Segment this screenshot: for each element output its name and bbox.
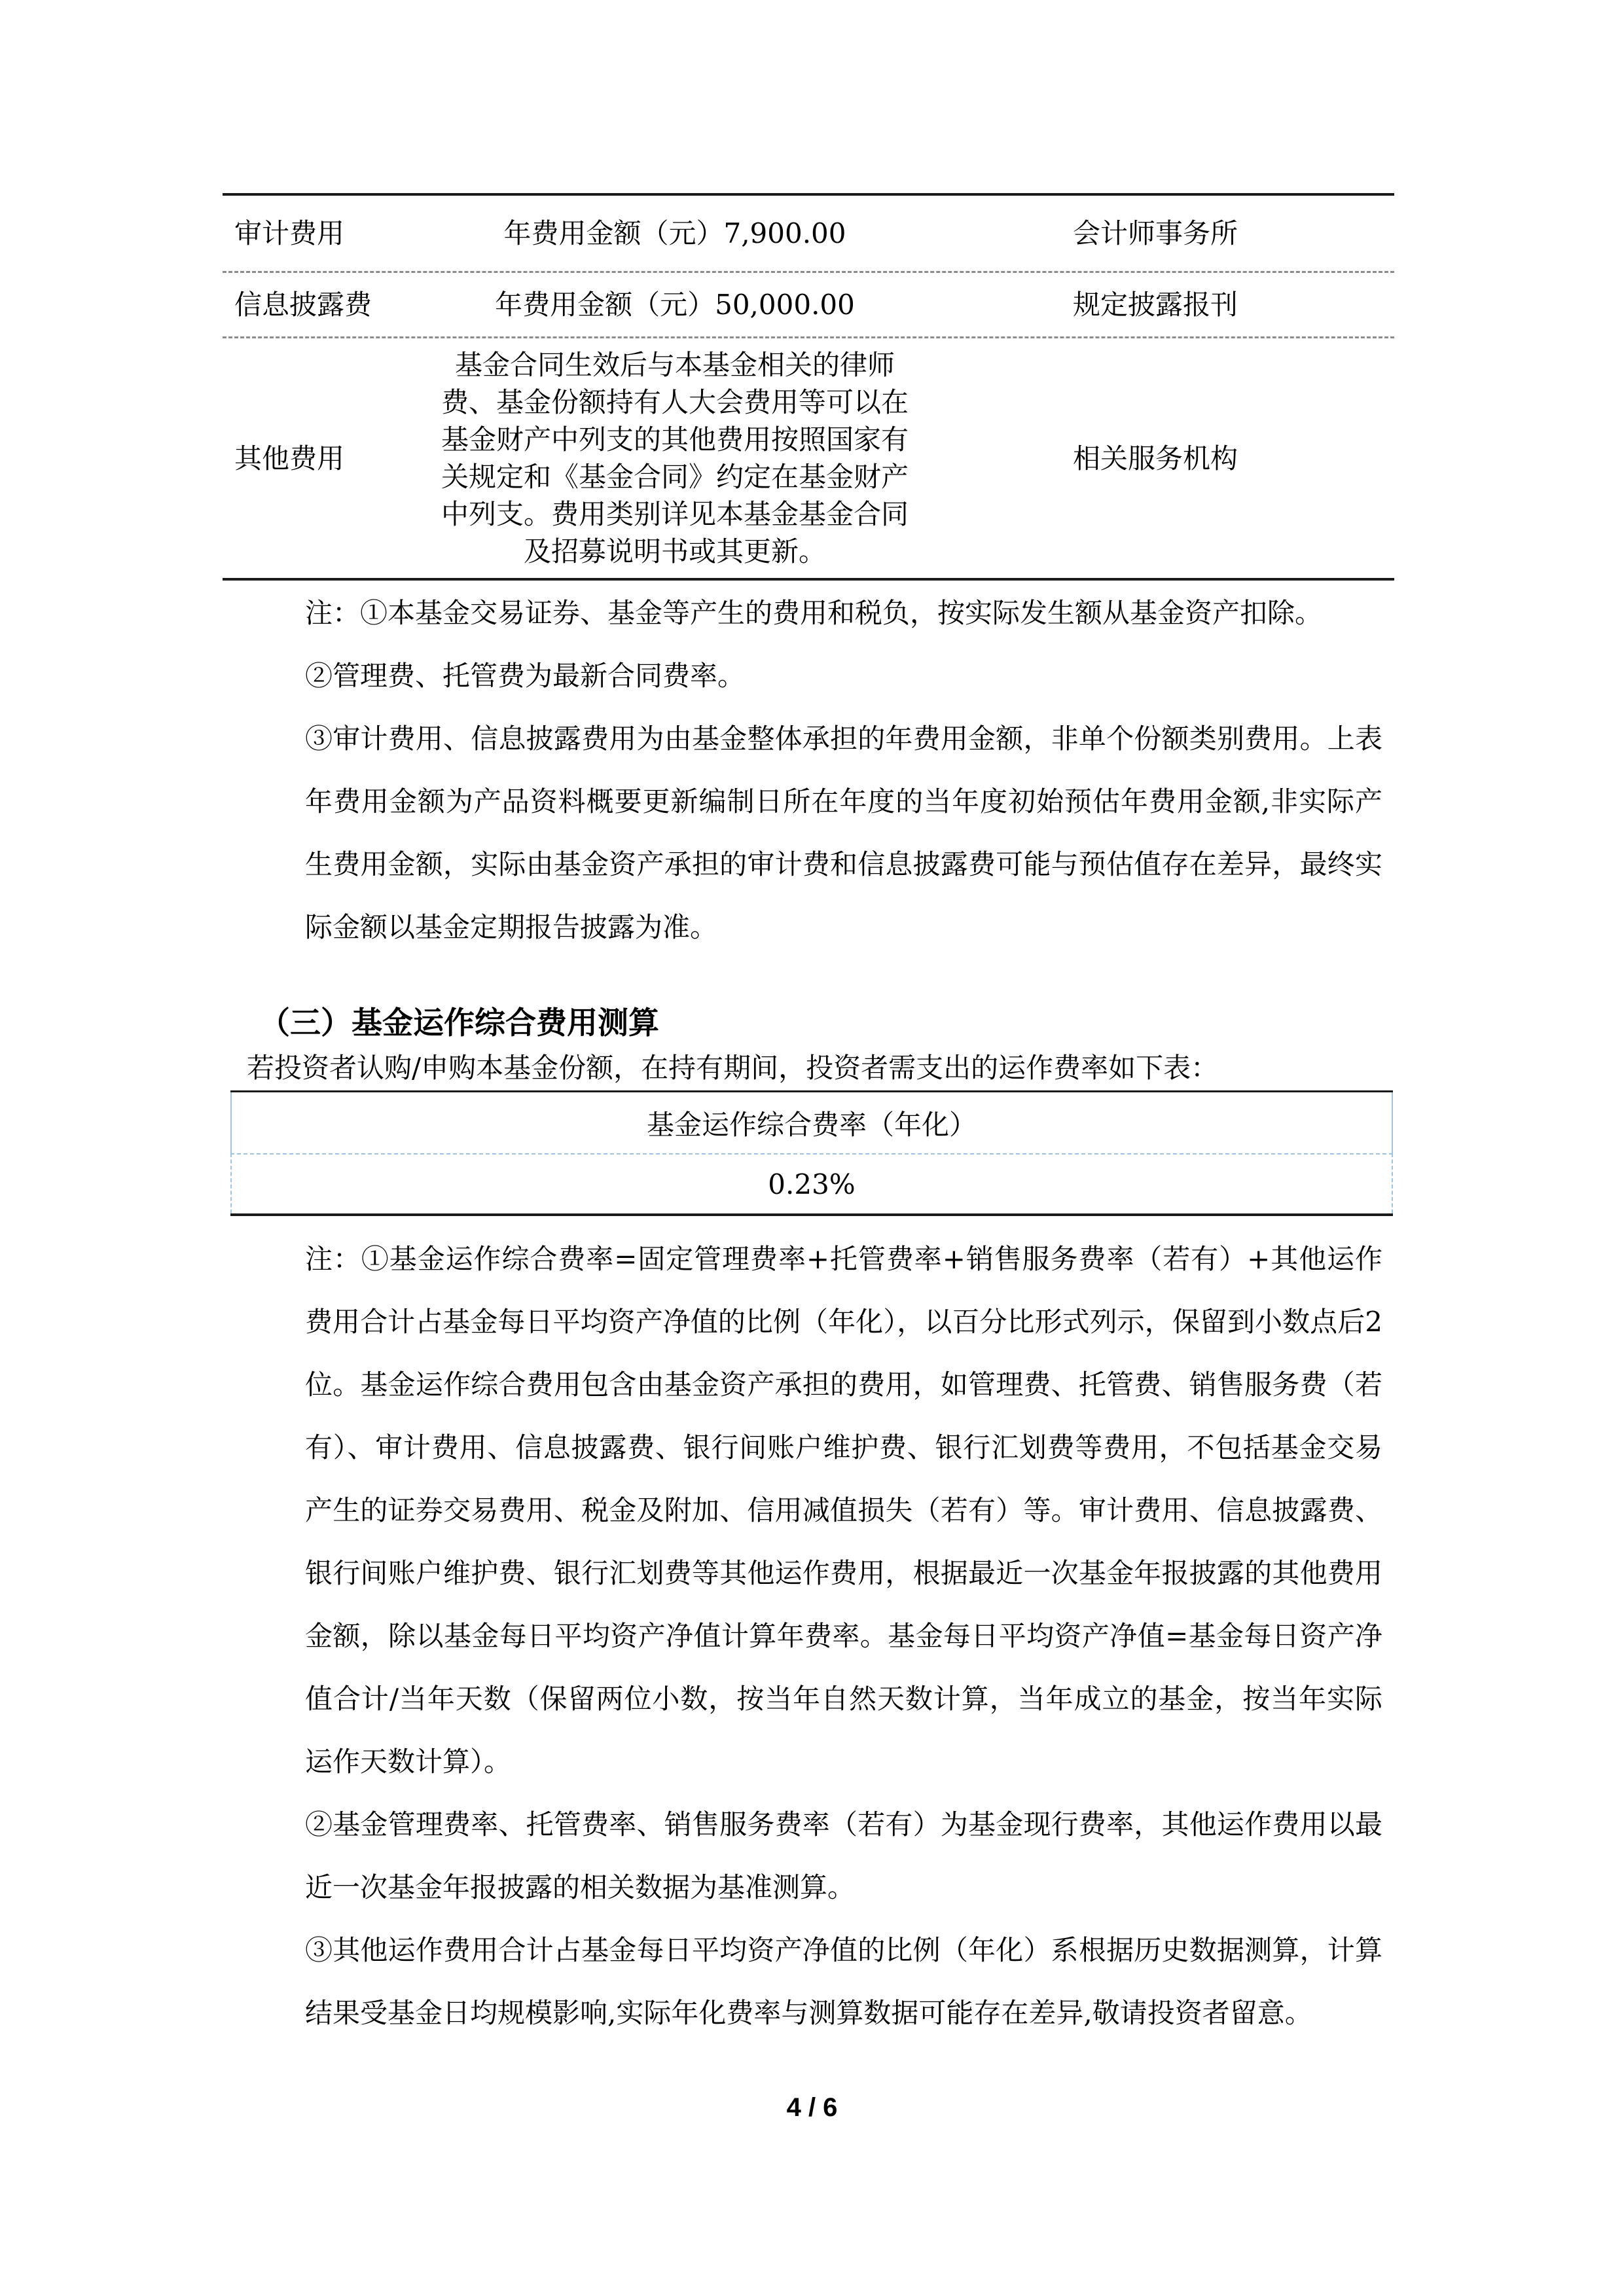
section-intro: 若投资者认购/申购本基金份额，在持有期间，投资者需支出的运作费率如下表：	[247, 1052, 1219, 1084]
table-row	[223, 336, 1394, 578]
section-heading: （三）基金运作综合费用测算	[259, 1005, 659, 1041]
note-item-3: ③其他运作费用合计占基金每日平均资产净值的比例（年化）系根据历史数据测算，计算结果受基金日均规模影响,实际年化费率与测算数据可能存在差异,敬请投资者留意。	[305, 1934, 1382, 2029]
fee-amount-cell: 年费用金额（元）50,000.00	[495, 289, 855, 321]
fee-amount-cell: 年费用金额（元）7,900.00	[503, 217, 846, 249]
fee-type-cell: 审计费用	[234, 217, 345, 249]
rate-table-notes	[305, 1228, 1382, 2045]
rate-table-value: 0.23%	[230, 1153, 1393, 1213]
note-item-2: ②管理费、托管费为最新合同费率。	[305, 660, 746, 692]
fee-table-notes	[305, 582, 1382, 959]
fee-type-cell: 其他费用	[234, 442, 345, 475]
table-row	[223, 196, 1394, 271]
page-content	[223, 0, 1401, 2045]
fee-recipient-cell: 会计师事务所	[1072, 217, 1238, 249]
fee-desc-cell: 基金合同生效后与本基金相关的律师费、基金份额持有人大会费用等可以在基金财产中列支的其他费用按照国家有关规定和《基金合同》约定在基金财产中列支。费用类别详见本基金基金合同及招募说明书或其更新。	[441, 349, 909, 567]
table-row	[223, 271, 1394, 336]
fee-type-cell: 信息披露费	[234, 289, 372, 321]
fee-recipient-cell: 相关服务机构	[1072, 442, 1238, 475]
rate-table-header: 基金运作综合费率（年化）	[230, 1092, 1393, 1153]
page-number: 4 / 6	[786, 2093, 838, 2122]
note-item-3: ③审计费用、信息披露费用为由基金整体承担的年费用金额，非单个份额类别费用。上表年费用金额为产品资料概要更新编制日所在年度的当年度初始预估年费用金额,非实际产生费用金额，实际由基金资产承担的审计费和信息披露费可能与预估值存在差异，最终实际金额以基金定期报告披露为准。	[305, 723, 1382, 943]
operation-rate-table	[230, 1090, 1393, 1216]
note-item-2: ②基金管理费率、托管费率、销售服务费率（若有）为基金现行费率，其他运作费用以最近一次基金年报披露的相关数据为基准测算。	[305, 1808, 1382, 1903]
note-item-1: 注：①本基金交易证券、基金等产生的费用和税负，按实际发生额从基金资产扣除。	[305, 597, 1323, 629]
fee-items-table	[223, 193, 1394, 581]
note-item-1: 注：①基金运作综合费率=固定管理费率+托管费率+销售服务费率（若有）+其他运作费用合计占基金每日平均资产净值的比例（年化），以百分比形式列示，保留到小数点后2位。基金运作综合费用包含由基金资产承担的费用，如管理费、托管费、销售服务费（若有）、审计费用、信息披露费、银行间账户维护费、银行汇划费等费用，不包括基金交易产生的证券交易费用、税金及附加、信用减值损失（若有）等。审计费用、信息披露费、银行间账户维护费、银行汇划费等其他运作费用，根据最近一次基金年报披露的其他费用金额，除以基金每日平均资产净值计算年费率。基金每日平均资产净值=基金每日资产净值合计/当年天数（保留两位小数，按当年自然天数计算，当年成立的基金，按当年实际运作天数计算）。	[305, 1243, 1382, 1778]
fee-recipient-cell: 规定披露报刊	[1072, 289, 1238, 321]
